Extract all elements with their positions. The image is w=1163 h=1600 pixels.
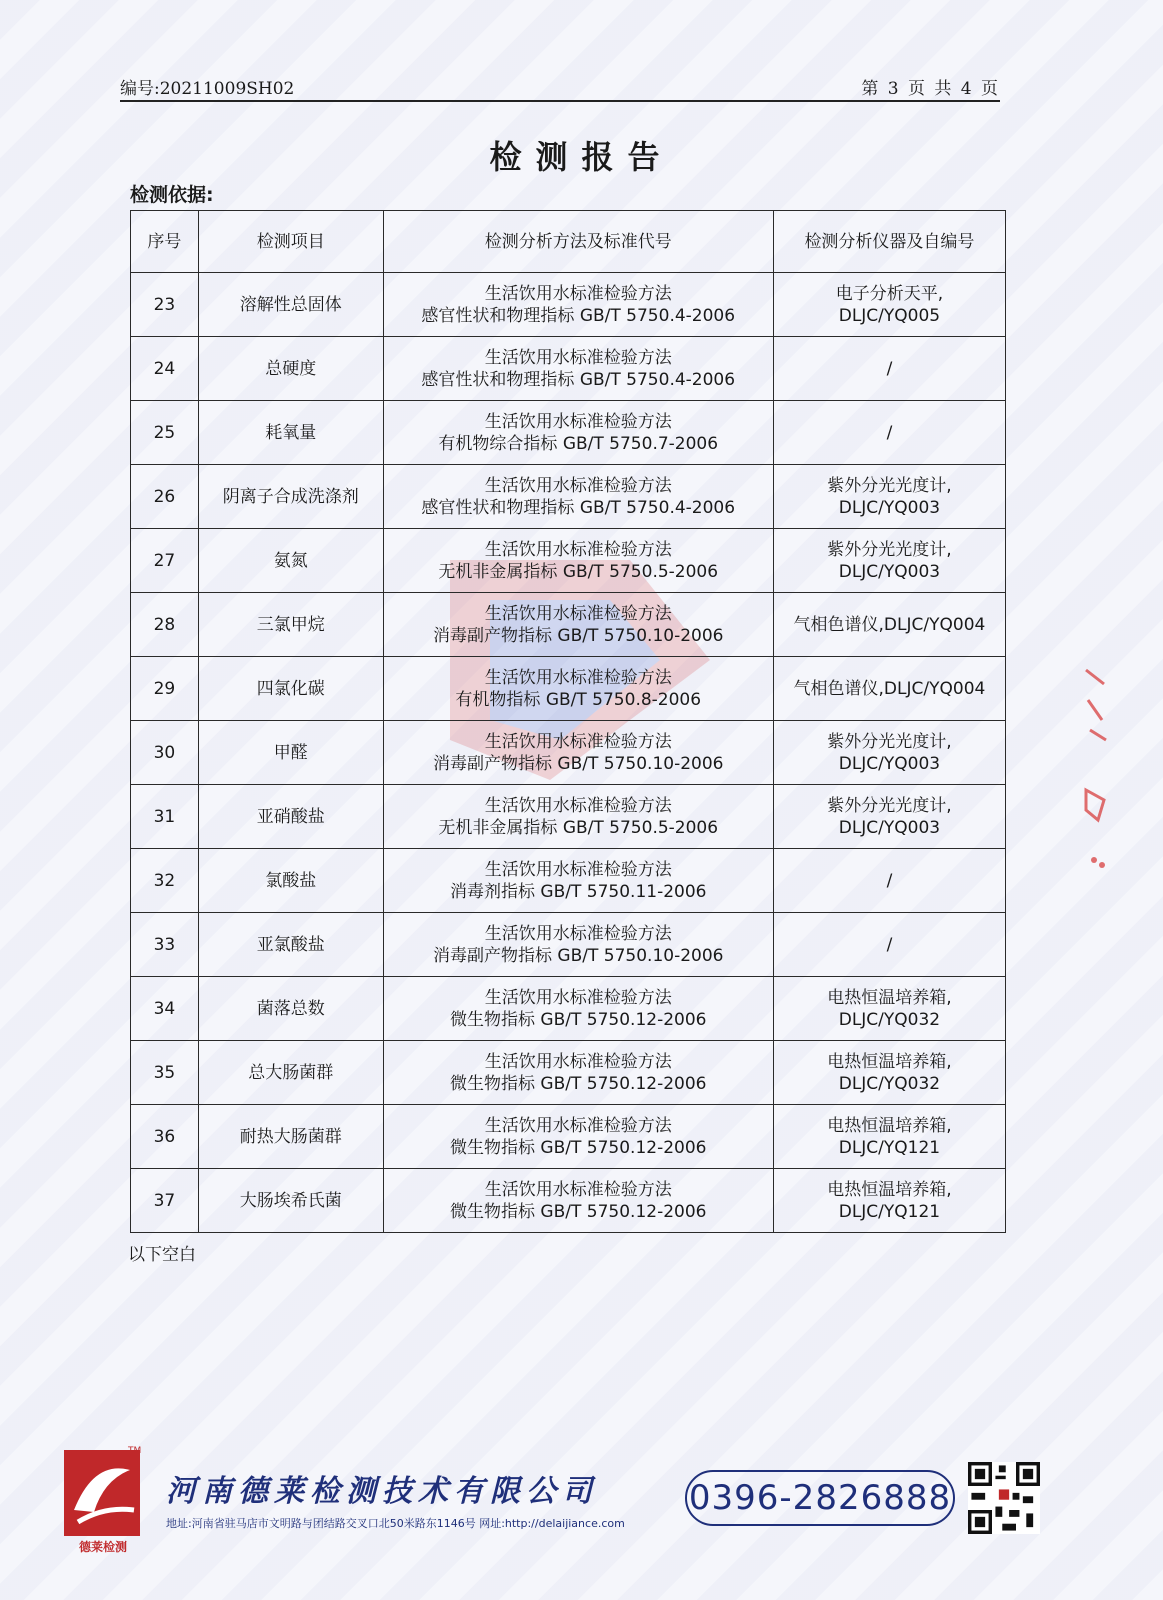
method-line-2: 感官性状和物理指标 GB/T 5750.4-2006 <box>421 497 736 518</box>
seam-stamp-fragment <box>1080 660 1110 880</box>
cell-no: 36 <box>131 1105 199 1169</box>
table-row <box>131 785 1006 849</box>
cell-instrument <box>773 465 1005 529</box>
table-row <box>131 1105 1006 1169</box>
method-line-1: 生活饮用水标准检验方法 <box>484 923 672 944</box>
cell-item: 阴离子合成洗涤剂 <box>198 465 383 529</box>
instrument-line-2: DLJC/YQ003 <box>838 561 941 582</box>
table-row <box>131 977 1006 1041</box>
table-row <box>131 529 1006 593</box>
table-row <box>131 1041 1006 1105</box>
cell-method <box>383 593 773 657</box>
method-line-2: 微生物指标 GB/T 5750.12-2006 <box>450 1137 707 1158</box>
cell-instrument <box>773 721 1005 785</box>
method-line-2: 有机物指标 GB/T 5750.8-2006 <box>455 689 702 710</box>
cell-instrument <box>773 913 1005 977</box>
instrument-line-1: 电热恒温培养箱, <box>827 1179 952 1200</box>
cell-method <box>383 337 773 401</box>
cell-no: 26 <box>131 465 199 529</box>
method-line-2: 消毒副产物指标 GB/T 5750.10-2006 <box>433 945 724 966</box>
method-line-2: 微生物指标 GB/T 5750.12-2006 <box>450 1201 707 1222</box>
page-indicator: 第 3 页 共 4 页 <box>861 79 1000 99</box>
header-cell-no: 序号 <box>131 211 199 273</box>
blank-below-note: 以下空白 <box>128 1245 196 1265</box>
cell-method <box>383 1105 773 1169</box>
instrument-line-2: DLJC/YQ121 <box>838 1137 941 1158</box>
test-basis-table <box>130 210 1006 1233</box>
instrument-line-2: DLJC/YQ032 <box>838 1009 941 1030</box>
cell-no: 37 <box>131 1169 199 1233</box>
instrument-line-1: 紫外分光光度计, <box>827 539 952 560</box>
cell-no: 27 <box>131 529 199 593</box>
cell-instrument <box>773 593 1005 657</box>
header-cell-method: 检测分析方法及标准代号 <box>383 211 773 273</box>
instrument-line-2: DLJC/YQ005 <box>838 305 941 326</box>
company-logo-icon <box>64 1450 140 1536</box>
cell-instrument <box>773 785 1005 849</box>
method-line-1: 生活饮用水标准检验方法 <box>484 539 672 560</box>
cell-item: 总大肠菌群 <box>198 1041 383 1105</box>
method-line-2: 消毒剂指标 GB/T 5750.11-2006 <box>450 881 707 902</box>
cell-item: 甲醛 <box>198 721 383 785</box>
page-title: 检测报告 <box>489 138 674 176</box>
instrument-line-2: DLJC/YQ003 <box>838 497 941 518</box>
instrument-line-1: 紫外分光光度计, <box>827 731 952 752</box>
instrument-line-2: DLJC/YQ032 <box>838 1073 941 1094</box>
cell-item: 亚氯酸盐 <box>198 913 383 977</box>
instrument-line-1: 紫外分光光度计, <box>827 795 952 816</box>
table-body <box>131 273 1006 1233</box>
header-cell-item: 检测项目 <box>198 211 383 273</box>
instrument-line-2: DLJC/YQ121 <box>838 1201 941 1222</box>
method-line-1: 生活饮用水标准检验方法 <box>484 1115 672 1136</box>
cell-no: 29 <box>131 657 199 721</box>
cell-method <box>383 849 773 913</box>
instrument-line-1: 电热恒温培养箱, <box>827 1051 952 1072</box>
header-cell-instrument: 检测分析仪器及自编号 <box>773 211 1005 273</box>
instrument-line-1: 电热恒温培养箱, <box>827 1115 952 1136</box>
section-label: 检测依据: <box>130 184 214 206</box>
instrument-line-2: DLJC/YQ003 <box>838 817 941 838</box>
table-row <box>131 465 1006 529</box>
cell-item: 菌落总数 <box>198 977 383 1041</box>
cell-instrument <box>773 657 1005 721</box>
table-row <box>131 721 1006 785</box>
cell-item: 大肠埃希氏菌 <box>198 1169 383 1233</box>
cell-method <box>383 273 773 337</box>
table-row <box>131 337 1006 401</box>
method-line-1: 生活饮用水标准检验方法 <box>484 1051 672 1072</box>
instrument-line-1: 气相色谱仪,DLJC/YQ004 <box>793 614 986 635</box>
cell-instrument <box>773 1169 1005 1233</box>
cell-no: 28 <box>131 593 199 657</box>
method-line-1: 生活饮用水标准检验方法 <box>484 987 672 1008</box>
table-row <box>131 913 1006 977</box>
trademark-mark: TM <box>128 1446 142 1456</box>
cell-instrument <box>773 977 1005 1041</box>
method-line-2: 微生物指标 GB/T 5750.12-2006 <box>450 1073 707 1094</box>
cell-method <box>383 913 773 977</box>
cell-method <box>383 657 773 721</box>
method-line-1: 生活饮用水标准检验方法 <box>484 795 672 816</box>
cell-instrument <box>773 273 1005 337</box>
table-row <box>131 657 1006 721</box>
cell-no: 35 <box>131 1041 199 1105</box>
table-row <box>131 401 1006 465</box>
cell-item: 四氯化碳 <box>198 657 383 721</box>
table-row <box>131 1169 1006 1233</box>
cell-method <box>383 401 773 465</box>
instrument-line-1: 电热恒温培养箱, <box>827 987 952 1008</box>
cell-item: 耗氧量 <box>198 401 383 465</box>
method-line-2: 消毒副产物指标 GB/T 5750.10-2006 <box>433 753 724 774</box>
cell-no: 31 <box>131 785 199 849</box>
cell-no: 23 <box>131 273 199 337</box>
instrument-line-1: 紫外分光光度计, <box>827 475 952 496</box>
cell-item: 溶解性总固体 <box>198 273 383 337</box>
instrument-line-1: 电子分析天平, <box>835 283 944 304</box>
method-line-2: 有机物综合指标 GB/T 5750.7-2006 <box>438 433 719 454</box>
cell-no: 25 <box>131 401 199 465</box>
instrument-line-2: DLJC/YQ003 <box>838 753 941 774</box>
footer <box>60 1446 1060 1560</box>
table-row <box>131 593 1006 657</box>
method-line-1: 生活饮用水标准检验方法 <box>484 603 672 624</box>
report-number: 编号:20211009SH02 <box>120 79 295 99</box>
cell-instrument <box>773 337 1005 401</box>
instrument-line-1: / <box>886 358 893 379</box>
cell-instrument <box>773 529 1005 593</box>
cell-item: 总硬度 <box>198 337 383 401</box>
method-line-2: 感官性状和物理指标 GB/T 5750.4-2006 <box>421 369 736 390</box>
cell-no: 24 <box>131 337 199 401</box>
cell-method <box>383 721 773 785</box>
method-line-1: 生活饮用水标准检验方法 <box>484 667 672 688</box>
instrument-line-1: / <box>886 934 893 955</box>
cell-no: 30 <box>131 721 199 785</box>
cell-method <box>383 465 773 529</box>
cell-no: 32 <box>131 849 199 913</box>
cell-instrument <box>773 1041 1005 1105</box>
method-line-2: 消毒副产物指标 GB/T 5750.10-2006 <box>433 625 724 646</box>
instrument-line-1: 气相色谱仪,DLJC/YQ004 <box>793 678 986 699</box>
cell-instrument <box>773 1105 1005 1169</box>
method-line-1: 生活饮用水标准检验方法 <box>484 1179 672 1200</box>
method-line-2: 微生物指标 GB/T 5750.12-2006 <box>450 1009 707 1030</box>
qr-code-icon <box>968 1462 1040 1534</box>
table-row <box>131 849 1006 913</box>
cell-item: 氯酸盐 <box>198 849 383 913</box>
cell-method <box>383 1169 773 1233</box>
method-line-1: 生活饮用水标准检验方法 <box>484 731 672 752</box>
instrument-line-1: / <box>886 422 893 443</box>
method-line-2: 无机非金属指标 GB/T 5750.5-2006 <box>438 561 719 582</box>
company-phone: 0396-2826888 <box>685 1470 955 1526</box>
method-line-2: 感官性状和物理指标 GB/T 5750.4-2006 <box>421 305 736 326</box>
method-line-1: 生活饮用水标准检验方法 <box>484 411 672 432</box>
cell-no: 33 <box>131 913 199 977</box>
cell-instrument <box>773 849 1005 913</box>
method-line-1: 生活饮用水标准检验方法 <box>484 283 672 304</box>
method-line-1: 生活饮用水标准检验方法 <box>484 475 672 496</box>
method-line-2: 无机非金属指标 GB/T 5750.5-2006 <box>438 817 719 838</box>
company-address: 地址:河南省驻马店市文明路与团结路交叉口北50米路东1146号 网址:http://delaijiance.com <box>166 1517 625 1530</box>
company-name: 河南德莱检测技术有限公司 <box>166 1474 598 1509</box>
cell-item: 三氯甲烷 <box>198 593 383 657</box>
table-header-row <box>131 211 1006 273</box>
cell-method <box>383 977 773 1041</box>
cell-method <box>383 785 773 849</box>
page-header <box>120 72 1000 102</box>
cell-instrument <box>773 401 1005 465</box>
method-line-1: 生活饮用水标准检验方法 <box>484 347 672 368</box>
cell-method <box>383 1041 773 1105</box>
instrument-line-1: / <box>886 870 893 891</box>
table-row <box>131 273 1006 337</box>
cell-method <box>383 529 773 593</box>
cell-item: 亚硝酸盐 <box>198 785 383 849</box>
method-line-1: 生活饮用水标准检验方法 <box>484 859 672 880</box>
cell-no: 34 <box>131 977 199 1041</box>
cell-item: 氨氮 <box>198 529 383 593</box>
logo-caption: 德莱检测 <box>78 1540 127 1554</box>
cell-item: 耐热大肠菌群 <box>198 1105 383 1169</box>
